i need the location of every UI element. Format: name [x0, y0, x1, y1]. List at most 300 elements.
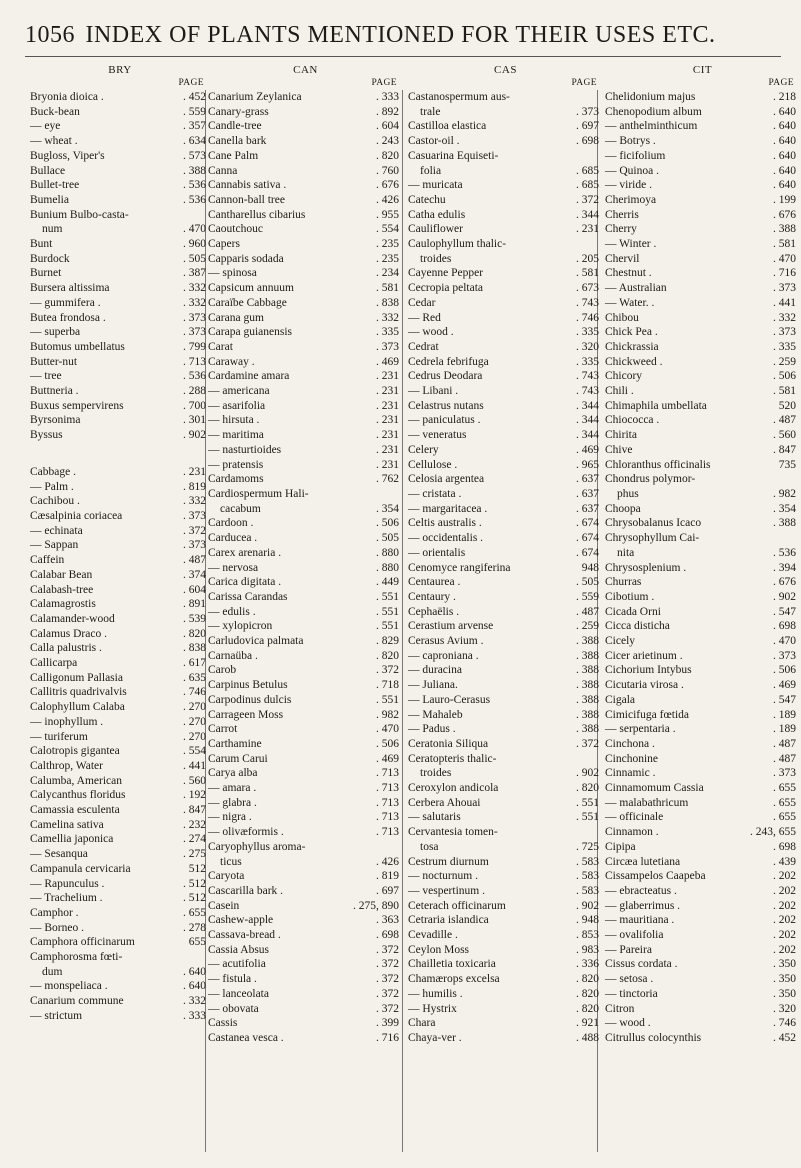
entry-page-ref: . 713 — [376, 767, 399, 780]
entry-page-ref: . 637 — [576, 487, 599, 500]
entry-page-ref: . 426 — [376, 193, 399, 206]
index-entry — [408, 649, 603, 664]
entry-page-ref: . 344 — [576, 208, 599, 221]
index-entry — [408, 164, 603, 179]
index-entry — [30, 311, 210, 326]
entry-term: Cephaëlis . — [408, 605, 460, 618]
entry-page-ref: . 487 — [183, 554, 206, 567]
entry-term: — wheat . — [30, 135, 78, 148]
entry-term: Caryota — [208, 870, 245, 883]
entry-page-ref: . 372 — [183, 524, 206, 537]
entry-term: — cristata . — [408, 487, 462, 500]
entry-page-ref: . 399 — [376, 1017, 399, 1030]
entry-term: Chamærops excelsa — [408, 973, 500, 986]
entry-term: Chaya-ver . — [408, 1032, 462, 1044]
entry-term: Churras — [605, 576, 642, 589]
index-entry — [208, 340, 403, 355]
page-number: 1056 — [25, 22, 75, 48]
entry-term: troides — [420, 252, 452, 265]
entry-term: Carapa guianensis — [208, 326, 292, 339]
index-entry — [408, 737, 603, 752]
entry-term: Chrysophyllum Cai- — [605, 532, 700, 545]
index-entry — [208, 428, 403, 443]
entry-page-ref: . 373 — [576, 105, 599, 118]
entry-term: Centaury . — [408, 590, 456, 603]
entry-term: — monspeliaca . — [30, 980, 108, 993]
index-entry — [208, 134, 403, 149]
index-entry — [408, 943, 603, 958]
index-entry — [605, 899, 800, 914]
entry-term: Cervantesia tomen- — [408, 826, 498, 839]
index-entry — [30, 524, 210, 539]
entry-term: Chickrassia — [605, 340, 659, 353]
entry-page-ref: . 506 — [376, 517, 399, 530]
index-entry — [30, 90, 210, 105]
index-entry — [30, 119, 210, 134]
entry-term: Cicada Orni — [605, 605, 661, 618]
entry-term: — maritima — [208, 429, 264, 442]
entry-page-ref: . 799 — [183, 340, 206, 353]
index-entry — [208, 781, 403, 796]
index-entry — [605, 619, 800, 634]
entry-term: Cardiospermum Hali- — [208, 487, 309, 500]
entry-page-ref: . 189 — [773, 708, 796, 721]
index-entry — [208, 590, 403, 605]
entry-page-ref: . 373 — [773, 282, 796, 295]
index-entry — [30, 281, 210, 296]
index-entry — [408, 222, 603, 237]
index-entry — [208, 957, 403, 972]
index-entry — [30, 583, 210, 598]
index-entry — [605, 472, 800, 487]
entry-page-ref: . 583 — [576, 870, 599, 883]
entry-term: — paniculatus . — [408, 414, 481, 427]
index-entry — [605, 222, 800, 237]
entry-page-ref: . 259 — [576, 620, 599, 633]
entry-term: Carya alba — [208, 767, 258, 780]
index-entry — [605, 605, 800, 620]
index-entry — [208, 296, 403, 311]
entry-term: — orientalis — [408, 546, 466, 559]
entry-page-ref: . 231 — [376, 399, 399, 412]
index-entry — [605, 869, 800, 884]
entry-term: Chloranthus officinalis — [605, 458, 711, 471]
entry-term: — salutaris — [408, 811, 461, 824]
index-entry — [30, 832, 210, 847]
entry-term: — gummifera . — [30, 296, 101, 309]
index-entry — [605, 413, 800, 428]
entry-term: Cerbera Ahouai — [408, 796, 481, 809]
entry-term: Caoutchouc — [208, 223, 263, 236]
index-entry — [30, 774, 210, 789]
entry-term: Choopa — [605, 502, 641, 515]
entry-term: — nasturtioides — [208, 443, 282, 456]
index-entry — [408, 693, 603, 708]
index-entry — [408, 105, 603, 120]
index-entry — [30, 818, 210, 833]
entry-term: Cichorium Intybus — [605, 664, 692, 677]
index-entry — [208, 164, 403, 179]
entry-page-ref: . 202 — [773, 929, 796, 942]
index-entry — [208, 752, 403, 767]
index-entry — [208, 825, 403, 840]
entry-term: Butter-nut — [30, 355, 78, 368]
entry-page-ref: . 674 — [576, 517, 599, 530]
index-entry — [605, 90, 800, 105]
entry-page-ref: . 372 — [376, 958, 399, 971]
entry-page-ref: . 604 — [183, 583, 206, 596]
index-entry — [408, 296, 603, 311]
entry-page-ref: . 333 — [376, 91, 399, 103]
entry-page-ref: . 231 — [376, 385, 399, 398]
entry-term: Chicory — [605, 370, 643, 383]
index-entry — [208, 634, 403, 649]
entry-page-ref: . 335 — [773, 340, 796, 353]
index-entry — [30, 399, 210, 414]
entry-term: Cabbage . — [30, 465, 76, 478]
entry-term: Cherry — [605, 223, 637, 236]
entry-term: Calamander-wood — [30, 612, 115, 625]
index-entry — [408, 266, 603, 281]
entry-term: — muricata — [408, 179, 463, 192]
index-entry — [605, 766, 800, 781]
entry-term: Callitris quadrivalvis — [30, 686, 127, 699]
index-entry — [605, 369, 800, 384]
entry-term: phus — [617, 487, 639, 500]
entry-term: Cauliflower — [408, 223, 463, 236]
entry-page-ref: . 819 — [376, 870, 399, 883]
index-entry — [605, 840, 800, 855]
entry-page-ref: . 439 — [773, 855, 796, 868]
index-entry — [30, 906, 210, 921]
entry-page-ref: . 373 — [773, 649, 796, 662]
entry-term: Calla palustris . — [30, 642, 102, 655]
entry-page-ref: . 231 — [376, 443, 399, 456]
entry-term: Ceroxylon andicola — [408, 782, 499, 795]
index-entry — [30, 877, 210, 892]
entry-page-ref: . 547 — [773, 693, 796, 706]
entry-term: Calamus Draco . — [30, 627, 107, 640]
entry-page-ref: . 698 — [773, 620, 796, 633]
index-entry — [605, 693, 800, 708]
entry-term: Cicer arietinum . — [605, 649, 683, 662]
index-entry — [408, 311, 603, 326]
entry-term: Camellia japonica — [30, 833, 114, 846]
entry-page-ref: . 685 — [576, 179, 599, 192]
index-entry — [408, 281, 603, 296]
index-entry — [30, 428, 210, 443]
entry-term: Caryophyllus aroma- — [208, 840, 306, 853]
entry-term: Canarium Zeylanica — [208, 91, 302, 103]
entry-page-ref: . 713 — [376, 782, 399, 795]
entry-term: Cherimoya — [605, 193, 657, 206]
entry-page-ref: . 372 — [576, 737, 599, 750]
entry-term: — wood . — [408, 326, 454, 339]
index-entry — [208, 252, 403, 267]
index-entry — [408, 766, 603, 781]
entry-term: Celery — [408, 443, 439, 456]
index-entry — [208, 619, 403, 634]
index-entry — [408, 252, 603, 267]
index-entry — [30, 149, 210, 164]
entry-page-ref: . 676 — [773, 576, 796, 589]
entry-list — [408, 90, 603, 1046]
entry-term: — officinale — [605, 811, 664, 824]
index-entry — [408, 399, 603, 414]
entry-page-ref: . 853 — [576, 929, 599, 942]
entry-term: Chailletia toxicaria — [408, 958, 496, 971]
index-entry — [208, 458, 403, 473]
entry-page-ref: . 373 — [773, 326, 796, 339]
index-entry — [208, 266, 403, 281]
index-entry — [605, 355, 800, 370]
entry-term: — Red — [408, 311, 441, 324]
entry-page-ref: . 202 — [773, 899, 796, 912]
entry-page-ref: . 676 — [773, 208, 796, 221]
entry-page-ref: . 551 — [576, 811, 599, 824]
index-entry — [208, 413, 403, 428]
entry-page-ref: . 374 — [183, 568, 206, 581]
entry-page-ref: . 820 — [183, 627, 206, 640]
entry-page-ref: . 301 — [183, 414, 206, 427]
index-entry — [605, 561, 800, 576]
index-entry — [208, 693, 403, 708]
entry-page-ref: . 388 — [576, 693, 599, 706]
entry-page-ref: . 713 — [376, 826, 399, 839]
index-entry — [208, 472, 403, 487]
entry-term: Carum Carui — [208, 752, 268, 765]
entry-term: Catha edulis — [408, 208, 466, 221]
entry-page-ref: . 332 — [183, 296, 206, 309]
index-entry — [30, 759, 210, 774]
entry-term: — acutifolia — [208, 958, 266, 971]
entry-page-ref: . 202 — [773, 943, 796, 956]
entry-page-ref: . 270 — [183, 715, 206, 728]
entry-term: Cantharellus cibarius — [208, 208, 306, 221]
index-column-1 — [30, 64, 210, 1024]
index-entry — [408, 752, 603, 767]
index-entry — [408, 590, 603, 605]
entry-page-ref: . 243, 655 — [750, 826, 796, 839]
index-entry — [605, 502, 800, 517]
entry-term: — eye — [30, 120, 61, 133]
index-entry — [30, 935, 210, 950]
entry-term: — Quinoa . — [605, 164, 659, 177]
entry-page-ref: . 551 — [376, 693, 399, 706]
entry-page-ref: . 948 — [576, 914, 599, 927]
entry-page-ref: . 426 — [376, 855, 399, 868]
index-entry — [605, 575, 800, 590]
entry-term: Campanula cervicaria — [30, 862, 131, 875]
index-entry — [408, 840, 603, 855]
entry-list — [208, 90, 403, 1046]
entry-page-ref: . 655 — [773, 796, 796, 809]
entry-page-ref: . 387 — [183, 267, 206, 280]
entry-page-ref: . 469 — [773, 679, 796, 692]
index-entry — [605, 913, 800, 928]
entry-page-ref: . 581 — [773, 238, 796, 251]
entry-term: — anthelminthicum — [605, 120, 698, 133]
index-entry — [605, 884, 800, 899]
entry-term: — Rapunculus . — [30, 877, 105, 890]
entry-term: Candle-tree — [208, 120, 262, 133]
index-entry — [30, 413, 210, 428]
index-entry — [30, 222, 210, 237]
index-entry — [208, 575, 403, 590]
entry-page-ref: . 698 — [576, 135, 599, 148]
entry-page-ref: . 902 — [576, 767, 599, 780]
column-catchword: CAS — [494, 64, 517, 76]
entry-page-ref: . 470 — [183, 223, 206, 236]
index-entry — [30, 994, 210, 1009]
entry-page-ref: . 350 — [773, 958, 796, 971]
entry-term: — Trachelium . — [30, 892, 103, 905]
entry-page-ref: . 743 — [576, 385, 599, 398]
entry-term: ticus — [220, 855, 242, 868]
entry-page-ref: . 372 — [376, 943, 399, 956]
index-entry — [208, 281, 403, 296]
entry-term: Catechu — [408, 193, 446, 206]
index-entry — [30, 700, 210, 715]
entry-page-ref: . 357 — [183, 120, 206, 133]
index-entry — [30, 597, 210, 612]
index-entry — [605, 487, 800, 502]
entry-term: Camphora officinarum — [30, 936, 135, 949]
entry-page-ref: . 685 — [576, 164, 599, 177]
entry-page-ref: . 673 — [576, 282, 599, 295]
column-catchword: CIT — [692, 64, 713, 76]
index-entry — [605, 1002, 800, 1017]
entry-term: Castanea vesca . — [208, 1032, 284, 1044]
entry-page-ref: . 635 — [183, 671, 206, 684]
index-entry — [208, 119, 403, 134]
index-entry — [30, 164, 210, 179]
entry-term: Cerasus Avium . — [408, 635, 484, 648]
entry-term: — setosa . — [605, 973, 654, 986]
index-entry — [208, 369, 403, 384]
index-entry — [30, 965, 210, 980]
entry-term: Celosia argentea — [408, 473, 485, 486]
index-entry — [30, 296, 210, 311]
entry-term: Burnet — [30, 267, 62, 280]
entry-term: Circæa lutetiana — [605, 855, 681, 868]
entry-page-ref: . 617 — [183, 657, 206, 670]
index-entry — [30, 538, 210, 553]
entry-term: Castilloa elastica — [408, 120, 487, 133]
entry-term: Calophyllum Calaba — [30, 701, 125, 714]
index-entry — [408, 899, 603, 914]
entry-page-ref: . 388 — [773, 517, 796, 530]
entry-page-ref: . 505 — [376, 532, 399, 545]
entry-term: — Pareira — [605, 943, 652, 956]
index-entry — [30, 384, 210, 399]
index-entry — [605, 443, 800, 458]
index-entry — [30, 480, 210, 495]
index-entry — [408, 855, 603, 870]
entry-term: Carob — [208, 664, 237, 677]
entry-term: — occidentalis . — [408, 532, 484, 545]
index-entry — [605, 281, 800, 296]
entry-page-ref: . 674 — [576, 532, 599, 545]
index-entry — [408, 884, 603, 899]
entry-term: — asarifolia — [208, 399, 266, 412]
entry-page-ref: . 487 — [773, 414, 796, 427]
entry-page-ref: . 892 — [376, 105, 399, 118]
index-entry — [408, 149, 603, 164]
entry-term: — malabathricum — [605, 796, 689, 809]
index-entry — [208, 899, 403, 914]
entry-term: — tree — [30, 370, 62, 383]
index-entry — [605, 649, 800, 664]
index-entry — [30, 641, 210, 656]
entry-term: Citron — [605, 1002, 635, 1015]
entry-page-ref: . 640 — [773, 105, 796, 118]
index-entry — [408, 208, 603, 223]
entry-term: cacabum — [220, 502, 261, 515]
entry-term: Cenomyce rangiferina — [408, 561, 511, 574]
entry-page-ref: . 394 — [773, 561, 796, 574]
entry-term: Chick Pea . — [605, 326, 658, 339]
index-entry — [208, 222, 403, 237]
entry-page-ref: . 820 — [376, 649, 399, 662]
entry-page-ref: . 388 — [576, 635, 599, 648]
entry-page-ref: . 547 — [773, 605, 796, 618]
index-entry — [208, 1031, 403, 1046]
entry-term: — humilis . — [408, 987, 463, 1000]
index-entry — [605, 810, 800, 825]
entry-term: — viride . — [605, 179, 652, 192]
entry-page-ref: . 536 — [183, 193, 206, 206]
entry-page-ref: . 506 — [773, 370, 796, 383]
entry-term: num — [42, 223, 63, 236]
entry-page-ref: . 335 — [576, 355, 599, 368]
index-entry — [30, 134, 210, 149]
index-entry — [605, 149, 800, 164]
entry-term: Bullace — [30, 164, 66, 177]
entry-term: Bursera altissima — [30, 282, 110, 295]
entry-term: Bugloss, Viper's — [30, 149, 105, 162]
entry-term: — Mahaleb — [408, 708, 463, 721]
entry-term: Byssus — [30, 429, 63, 442]
entry-term: Cedrat — [408, 340, 439, 353]
index-entry — [208, 502, 403, 517]
index-entry — [208, 810, 403, 825]
entry-page-ref: . 275, 890 — [353, 899, 399, 912]
entry-term: Cinnamon . — [605, 826, 659, 839]
entry-term: Castanospermum aus- — [408, 91, 510, 103]
entry-term: Caulophyllum thalic- — [408, 238, 507, 251]
entry-page-ref: . 350 — [773, 973, 796, 986]
entry-term: Ceylon Moss — [408, 943, 470, 956]
index-entry — [605, 237, 800, 252]
header-rule — [25, 56, 781, 57]
index-column-4 — [605, 64, 800, 1046]
index-entry — [208, 561, 403, 576]
entry-page-ref: . 637 — [576, 502, 599, 515]
entry-term: Calycanthus floridus — [30, 789, 126, 802]
entry-page-ref: . 275 — [183, 848, 206, 861]
index-entry — [605, 458, 800, 473]
entry-page-ref: . 640 — [773, 149, 796, 162]
entry-page-ref: . 697 — [576, 120, 599, 133]
index-entry — [605, 634, 800, 649]
index-entry — [408, 1002, 603, 1017]
entry-term: Cipipa — [605, 840, 636, 853]
entry-page-ref: . 373 — [183, 311, 206, 324]
entry-page-ref: . 332 — [183, 995, 206, 1008]
entry-term: Casuarina Equiseti- — [408, 149, 499, 162]
index-entry — [605, 1031, 800, 1046]
